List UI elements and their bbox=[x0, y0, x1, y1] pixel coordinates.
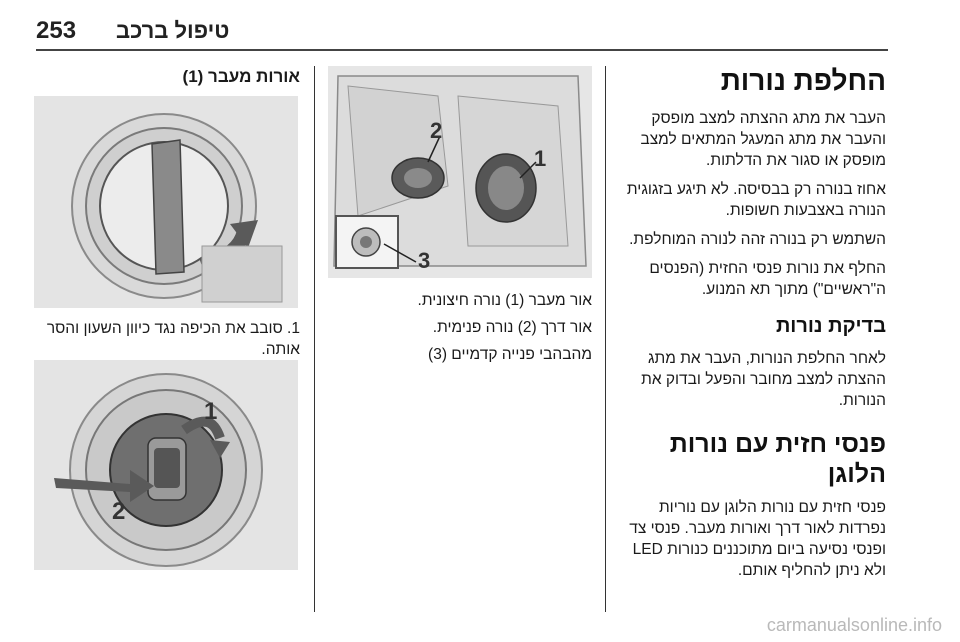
figure2-label-2: 2 bbox=[112, 498, 126, 525]
column-divider-right bbox=[605, 66, 606, 612]
headlamp-rear-figure bbox=[328, 66, 592, 278]
paragraph-halogen: פנסי חזית עם נורות הלוגן עם נוריות נפרדות לאור דרך ואורות מעבר. פנסי צד ופנסי נסיעה ביום מתוכננים כנורות LED ולא ניתן להחליף אותם. bbox=[629, 499, 886, 579]
section-title-bulb-replacement: החלפת נורות bbox=[720, 65, 886, 96]
paragraph-2: אחוז בנורה רק בבסיסה. לא תיגע בזגוגית הנורה באצבעות חשופות. bbox=[626, 181, 886, 219]
figure-label-2: 2 bbox=[430, 118, 443, 143]
chapter-title: טיפול ברכב bbox=[116, 18, 230, 43]
bulb-removal-illustration bbox=[34, 360, 298, 570]
section-title-halogen: פנסי חזית עם נורות הלוגן bbox=[669, 430, 886, 488]
middle-captions bbox=[328, 290, 592, 365]
low-beam-title: אורות מעבר (1) bbox=[182, 67, 300, 86]
caption-turn-signal: מהבהבי פנייה קדמיים (3) bbox=[428, 346, 592, 363]
left-column-title-wrap bbox=[34, 66, 300, 88]
bulb-removal-figure bbox=[34, 360, 298, 570]
cap-removal-illustration bbox=[34, 96, 298, 308]
page-header bbox=[0, 0, 960, 52]
paragraph-4: החלף את נורות פנסי החזית (הפנסים ה"ראשיים") מתוך תא המנוע. bbox=[649, 260, 886, 298]
paragraph-3: השתמש רק בנורה זהה לנורה המוחלפת. bbox=[629, 231, 886, 248]
subheading-bulb-check: בדיקת נורות bbox=[775, 315, 886, 337]
figure2-label-1: 1 bbox=[204, 398, 218, 425]
watermark: carmanualsonline.info bbox=[766, 615, 942, 635]
header-divider bbox=[36, 49, 888, 51]
page-number: 253 bbox=[36, 17, 77, 44]
paragraph-check: לאחר החלפת הנורות, העבר את מתג ההצתה למצב מחובר והפעל ובדוק את הנורות. bbox=[641, 350, 886, 409]
cap-removal-figure bbox=[34, 96, 298, 308]
right-column bbox=[612, 64, 886, 589]
figure-label-3: 3 bbox=[418, 248, 431, 273]
step-1-text: 1. סובב את הכיפה נגד כיוון השעון והסר אותה. bbox=[46, 320, 300, 358]
paragraph-1: העבר את מתג ההצתה למצב מופסק והעבר את מתג המעגל המתאים למצב מופסק או סגור את הדלתות. bbox=[640, 110, 886, 169]
caption-high-beam: אור דרך (2) נורה פנימית. bbox=[432, 319, 592, 336]
step-1-wrap bbox=[34, 318, 300, 360]
caption-low-beam: אור מעבר (1) נורה חיצונית. bbox=[417, 292, 592, 309]
column-divider-left bbox=[314, 66, 315, 612]
figure-label-1: 1 bbox=[534, 146, 547, 171]
headlamp-rear-illustration bbox=[328, 66, 592, 278]
